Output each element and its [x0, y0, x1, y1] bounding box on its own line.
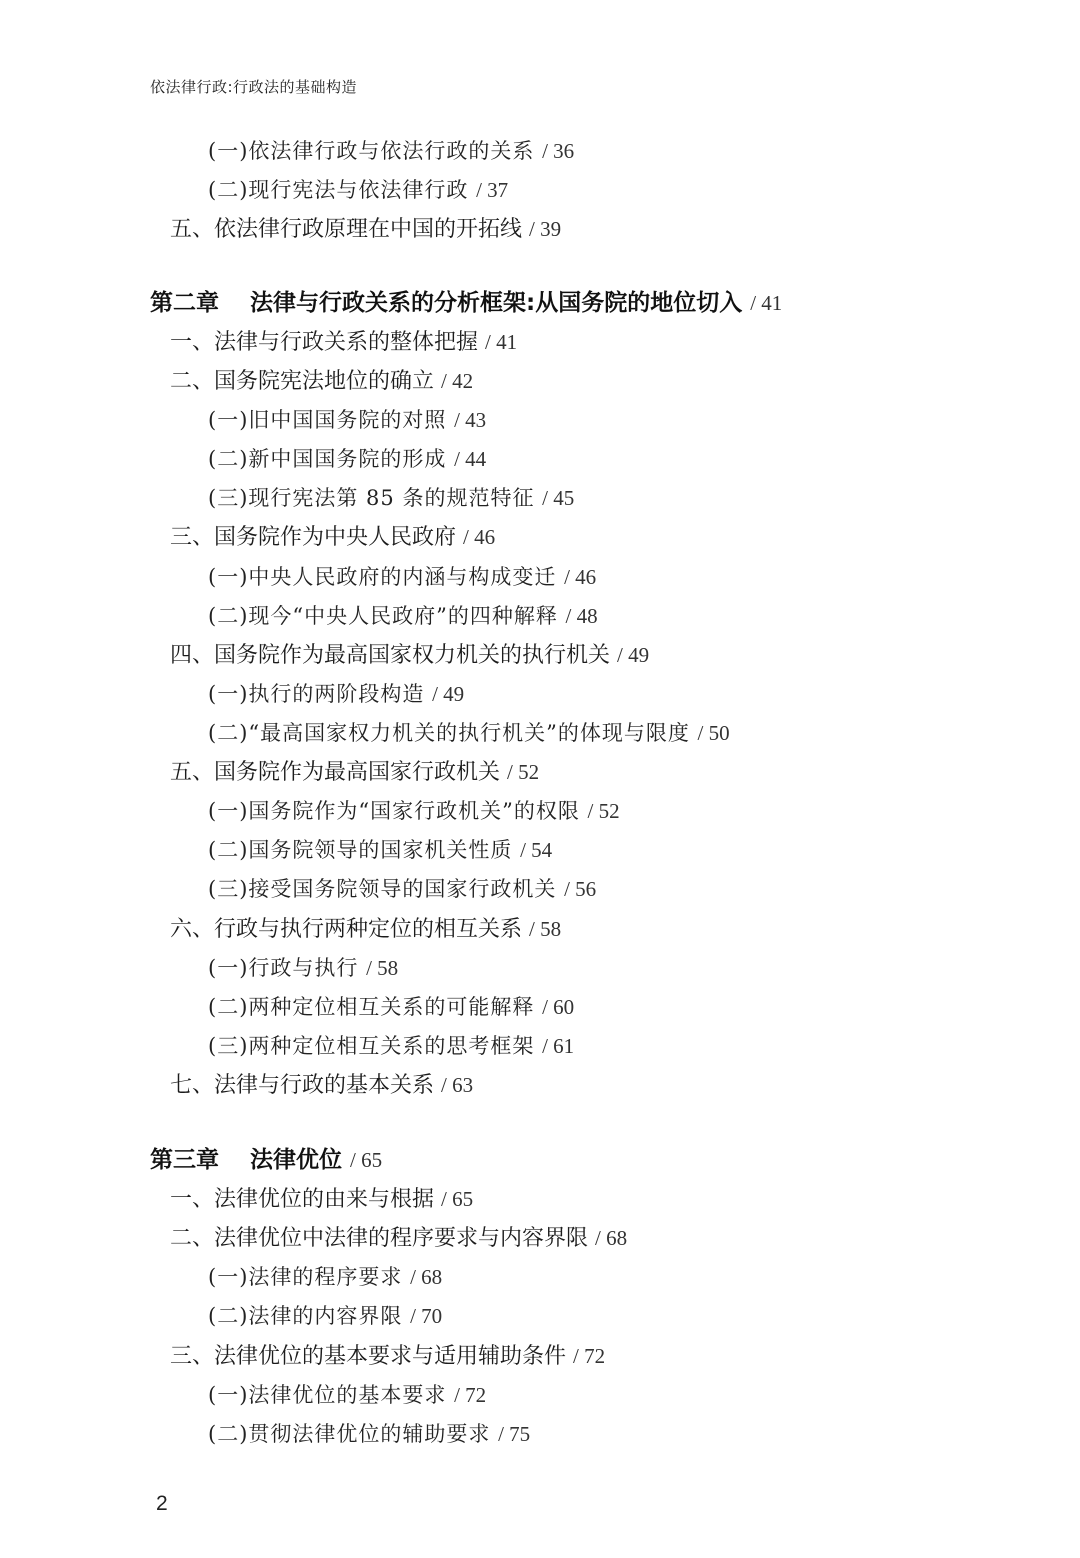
toc-entry-page: / 72	[454, 1383, 487, 1407]
toc-entry	[208, 138, 574, 164]
toc-section-title: 一、法律优位的由来与根据	[170, 1187, 435, 1212]
chapter-number: 第二章	[150, 290, 219, 316]
toc-entry	[208, 446, 486, 472]
toc-entry-title: (一)法律的程序要求	[208, 1265, 403, 1289]
toc-entry-page: / 52	[587, 799, 620, 823]
toc-chapter	[150, 290, 782, 316]
toc-section-page: / 41	[485, 330, 518, 354]
toc-entry-title: (一)法律优位的基本要求	[208, 1383, 447, 1407]
running-head-title: 依法律行政:行政法的基础构造	[150, 78, 358, 96]
toc-section-page: / 72	[573, 1344, 606, 1368]
toc-entry-title: (二)新中国国务院的形成	[208, 447, 447, 471]
toc-section	[170, 1072, 473, 1099]
toc-entry-page: / 54	[520, 838, 553, 862]
toc-section-title: 三、国务院作为中央人民政府	[170, 525, 457, 550]
toc-entry-page: / 58	[366, 956, 399, 980]
toc-entry	[208, 1303, 442, 1329]
toc-section-page: / 58	[529, 917, 562, 941]
toc-entry-title: (二)法律的内容界限	[208, 1304, 403, 1328]
toc-section	[170, 368, 473, 395]
toc-entry-title: (二)两种定位相互关系的可能解释	[208, 995, 535, 1019]
toc-entry	[208, 837, 552, 863]
toc-section	[170, 642, 649, 669]
toc-chapter	[150, 1147, 382, 1173]
toc-entry	[208, 994, 574, 1020]
chapter-title: 法律与行政关系的分析框架:从国务院的地位切入	[250, 290, 743, 316]
toc-section	[170, 916, 561, 943]
toc-entry-page: / 48	[565, 604, 598, 628]
toc-entry-title: (三)接受国务院领导的国家行政机关	[208, 877, 557, 901]
toc-entry-page: / 60	[542, 995, 575, 1019]
toc-entry	[208, 564, 596, 590]
toc-section	[170, 1186, 473, 1213]
toc-entry	[208, 798, 620, 824]
toc-entry-title: (三)现行宪法第 85 条的规范特征	[208, 486, 535, 510]
toc-section-title: 二、法律优位中法律的程序要求与内容界限	[170, 1226, 589, 1251]
toc-entry-page: / 49	[432, 682, 465, 706]
toc-entry-title: (二)现行宪法与依法律行政	[208, 178, 469, 202]
toc-section-title: 六、行政与执行两种定位的相互关系	[170, 917, 523, 942]
toc-entry	[208, 485, 574, 511]
chapter-number: 第三章	[150, 1147, 219, 1173]
toc-section-title: 七、法律与行政的基本关系	[170, 1073, 435, 1098]
toc-entry-title: (一)中央人民政府的内涵与构成变迁	[208, 565, 557, 589]
toc-entry-page: / 45	[542, 486, 575, 510]
toc-entry	[208, 603, 598, 629]
toc-entry-page: / 46	[564, 565, 597, 589]
toc-entry-page: / 56	[564, 877, 597, 901]
toc-section-page: / 52	[507, 760, 540, 784]
toc-entry-title: (一)国务院作为“国家行政机关”的权限	[208, 799, 580, 823]
toc-entry	[208, 876, 596, 902]
toc-entry-page: / 43	[454, 408, 487, 432]
toc-entry	[208, 955, 398, 981]
toc-section-title: 五、国务院作为最高国家行政机关	[170, 760, 501, 785]
toc-section	[170, 1343, 605, 1370]
toc-section-page: / 63	[441, 1073, 474, 1097]
toc-section-page: / 39	[529, 217, 562, 241]
toc-entry-page: / 44	[454, 447, 487, 471]
chapter-page: / 65	[350, 1148, 383, 1172]
toc-entry	[208, 407, 486, 433]
toc-entry-title: (一)旧中国国务院的对照	[208, 408, 447, 432]
toc-entry-title: (二)现今“中央人民政府”的四种解释	[208, 604, 558, 628]
toc-entry-page: / 68	[410, 1265, 443, 1289]
toc-entry-title: (二)“最高国家权力机关的执行机关”的体现与限度	[208, 721, 690, 745]
toc-section-page: / 46	[463, 525, 496, 549]
toc-section-title: 一、法律与行政关系的整体把握	[170, 330, 479, 355]
toc-entry	[208, 720, 730, 746]
toc-section-title: 二、国务院宪法地位的确立	[170, 369, 435, 394]
toc-section-title: 五、依法律行政原理在中国的开拓线	[170, 217, 523, 242]
toc-section	[170, 524, 495, 551]
toc-section-title: 四、国务院作为最高国家权力机关的执行机关	[170, 643, 611, 668]
toc-entry-title: (一)行政与执行	[208, 956, 359, 980]
toc-entry-page: / 37	[476, 178, 509, 202]
toc-entry-page: / 75	[498, 1422, 531, 1446]
toc-section	[170, 216, 561, 243]
chapter-page: / 41	[750, 291, 783, 315]
toc-entry	[208, 1264, 442, 1290]
toc-section-title: 三、法律优位的基本要求与适用辅助条件	[170, 1344, 567, 1369]
toc-entry-page: / 50	[697, 721, 730, 745]
toc-section-page: / 65	[441, 1187, 474, 1211]
toc-section-page: / 42	[441, 369, 474, 393]
toc-entry-title: (一)依法律行政与依法行政的关系	[208, 139, 535, 163]
toc-entry	[208, 1033, 574, 1059]
toc-entry	[208, 177, 508, 203]
toc-entry-page: / 36	[542, 139, 575, 163]
page-number: 2	[156, 1492, 168, 1515]
chapter-title: 法律优位	[250, 1147, 342, 1173]
toc-entry-title: (三)两种定位相互关系的思考框架	[208, 1034, 535, 1058]
toc-section-page: / 49	[617, 643, 650, 667]
toc-entry	[208, 1382, 486, 1408]
toc-entry-page: / 70	[410, 1304, 443, 1328]
toc-entry-title: (一)执行的两阶段构造	[208, 682, 425, 706]
toc-section	[170, 329, 517, 356]
toc-section-page: / 68	[595, 1226, 628, 1250]
toc-entry	[208, 681, 464, 707]
toc-entry-title: (二)贯彻法律优位的辅助要求	[208, 1422, 491, 1446]
toc-section	[170, 1225, 627, 1252]
toc-entry-title: (二)国务院领导的国家机关性质	[208, 838, 513, 862]
toc-entry	[208, 1421, 530, 1447]
toc-entry-page: / 61	[542, 1034, 575, 1058]
toc-section	[170, 759, 539, 786]
